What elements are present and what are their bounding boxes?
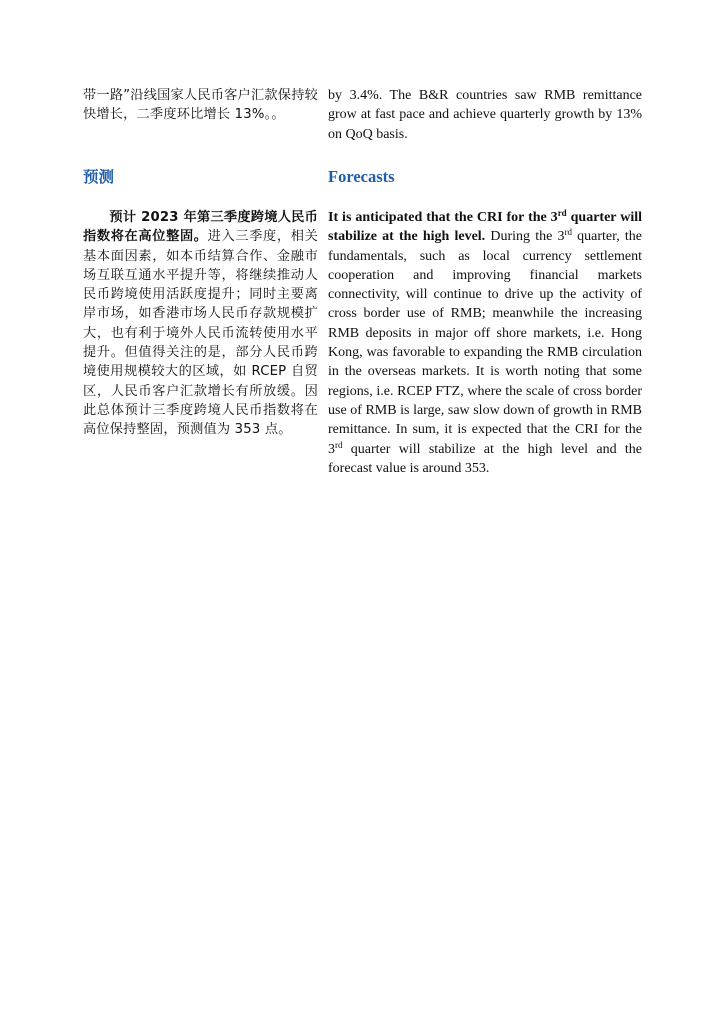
en-body-part-1: During the 3 <box>485 229 565 245</box>
cn-forecast-heading: 预测 <box>83 168 115 186</box>
cn-forecast-lead: 预计 2023 年第三季度跨境人民币指数将在高位整固。 <box>83 210 318 245</box>
en-body-part-3: quarter will stabilize at the high level and the forecast value is around 353. <box>328 441 642 476</box>
en-lead-part-2: quarter will stabilize at the high level. <box>328 210 642 245</box>
en-lead-ordinal: rd <box>557 208 567 218</box>
en-forecast-paragraph <box>328 208 642 478</box>
en-top-paragraph <box>328 86 642 144</box>
en-forecast-text <box>328 208 642 478</box>
en-lead-part-1: It is anticipated that the CRI for the 3 <box>328 210 558 225</box>
cn-top-text: 带一路”沿线国家人民币客户汇款保持较快增长，二季度环比增长 13%。。 <box>83 88 318 123</box>
en-body-part-2: quarter, the fundamentals, such as local currency settlement cooperation and improving financial markets connectivity, will continue to drive up the activity of cross border use of RMB; meanwhile the increasing RMB deposits in major off shore markets, i.e. Hong Kong, was favorable to expanding the RMB circulation in the overseas markets. It is worth noting that some regions, i.e. RCEP FTZ, where the scale of cross border use of RMB is large, saw slow down of growth in RMB remittance. In sum, it is expected that the CRI for the 3 <box>328 229 642 457</box>
cn-forecast-body: 进入三季度，相关基本面因素，如本币结算合作、金融市场互联互通水平提升等，将继续推动人民币跨境使用活跃度提升；同时主要离岸市场，如香港市场人民币存款规模扩大，也有利于境外人民币流转使用水平提升。但值得关注的是，部分人民币跨境使用规模较大的区域，如 RCEP 自贸区，人民币客户汇款增长有所放缓。因此总体预计三季度跨境人民币指数将在高位保持整固，预测值为 353 点。 <box>83 229 318 438</box>
en-body-ordinal-2: rd <box>335 439 343 450</box>
en-body-ordinal-1: rd <box>564 227 572 238</box>
en-forecast-heading: Forecasts <box>328 167 395 186</box>
en-top-text: by 3.4%. The B&R countries saw RMB remittance grow at fast pace and achieve quarterly growth by 13% on QoQ basis. <box>328 88 642 142</box>
cn-forecast-paragraph <box>83 208 318 440</box>
cn-top-paragraph <box>83 86 318 125</box>
cn-forecast-text <box>83 208 318 440</box>
